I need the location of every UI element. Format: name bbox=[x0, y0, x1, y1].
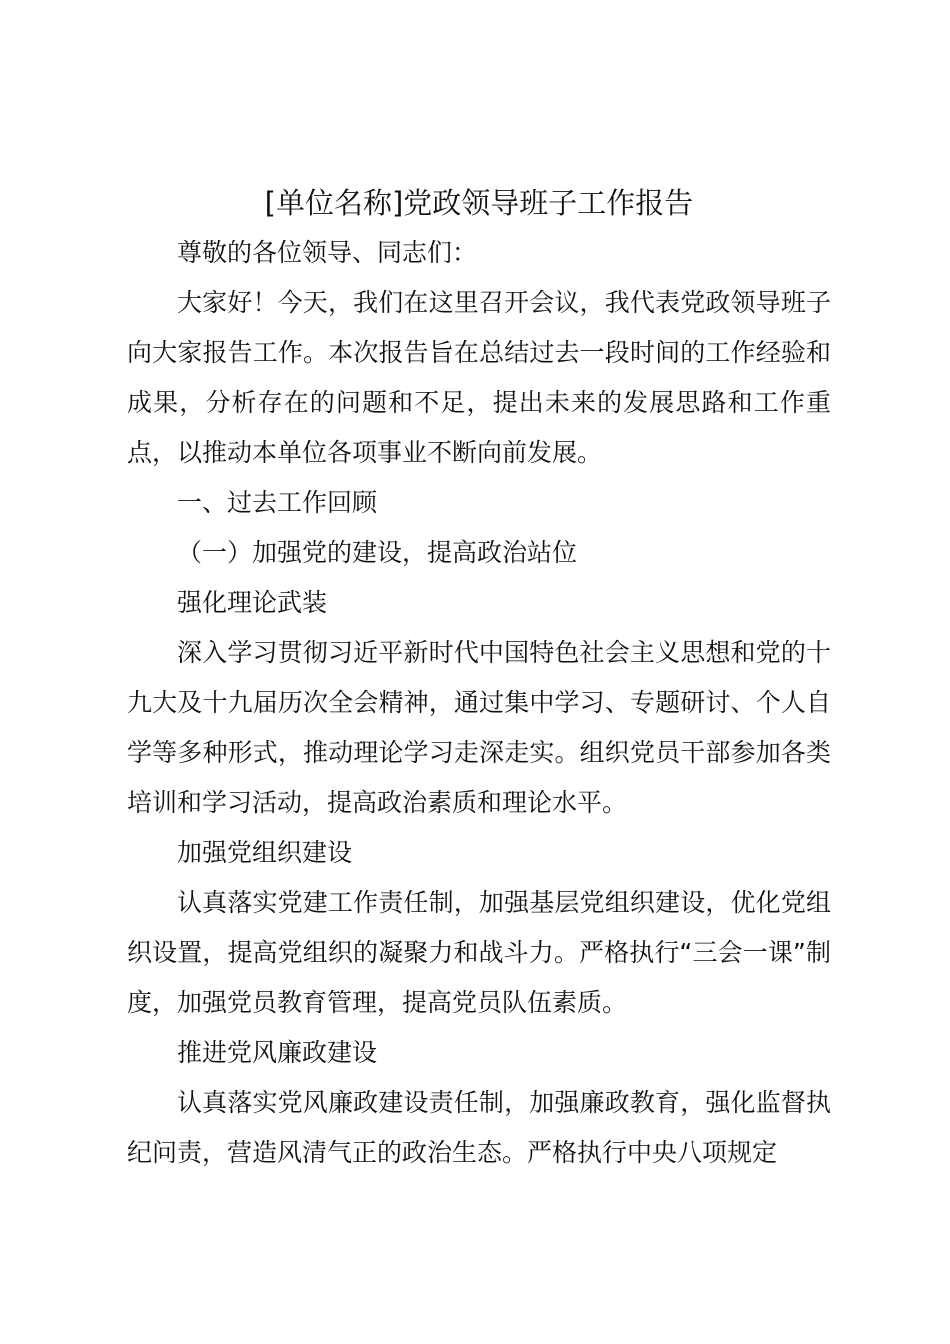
intro-paragraph: 大家好！今天，我们在这里召开会议，我代表党政领导班子向大家报告工作。本次报告旨在总结过去一段时间的工作经验和成果，分析存在的问题和不足，提出未来的发展思路和工作重点，以推动本单位各项事业不断向前发展。 bbox=[127, 288, 831, 467]
document-title: [单位名称]党政领导班子工作报告 bbox=[264, 186, 694, 220]
salutation: 尊敬的各位领导、同志们： bbox=[177, 238, 478, 267]
document-body bbox=[127, 178, 831, 1178]
item-paragraph-theory: 深入学习贯彻习近平新时代中国特色社会主义思想和党的十九大及十九届历次全会精神，通过集中学习、专题研讨、个人自学等多种形式，推动理论学习走深走实。组织党员干部参加各类培训和学习活动，提高政治素质和理论水平。 bbox=[127, 638, 831, 817]
item-heading-integrity: 推进党风廉政建设 bbox=[177, 1038, 378, 1067]
item-paragraph-organization: 认真落实党建工作责任制，加强基层党组织建设，优化党组织设置，提高党组织的凝聚力和战斗力。严格执行“三会一课”制度，加强党员教育管理，提高党员队伍素质。 bbox=[127, 888, 831, 1017]
item-heading-theory: 强化理论武装 bbox=[177, 588, 328, 617]
item-paragraph-integrity: 认真落实党风廉政建设责任制，加强廉政教育，强化监督执纪问责，营造风清气正的政治生态。严格执行中央八项规定 bbox=[127, 1088, 831, 1167]
item-heading-organization: 加强党组织建设 bbox=[177, 838, 353, 867]
section-heading: 一、过去工作回顾 bbox=[177, 488, 378, 517]
subsection-heading: （一）加强党的建设，提高政治站位 bbox=[177, 538, 578, 567]
